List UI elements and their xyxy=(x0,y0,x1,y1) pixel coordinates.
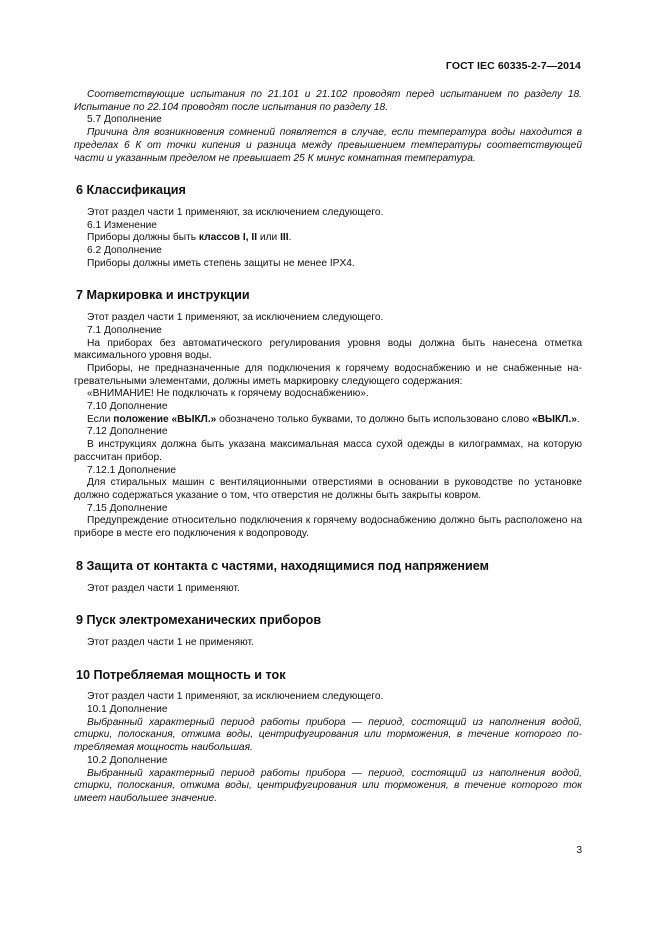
bold-term: положение «ВЫКЛ.» xyxy=(113,413,217,425)
intro-block xyxy=(74,89,582,165)
intro-paragraph-1: Соответствующие испытания по 21.101 и 21.102 проводят перед испытанием по разделу 18. Испытание по 22.104 проводят после испытания по разделу 18. xyxy=(74,89,582,113)
section-6-text-2 xyxy=(74,232,582,245)
section-7-warning: «ВНИМАНИЕ! Не подключать к горячему водоснабжению». xyxy=(87,388,369,400)
section-8 xyxy=(74,560,582,595)
section-7-text-1: Этот раздел части 1 применяют, за исключением следующего. xyxy=(87,312,384,324)
section-7 xyxy=(74,289,582,540)
section-10-text-2: Выбранный характерный период работы прибора — период, состоящий из наполнения водой, стирки, полоскания, отжима воды, центрифугирования или торможения, в течение которого потребляемая мощность наибольшая. xyxy=(74,716,582,754)
section-9-text-1: Этот раздел части 1 не применяют. xyxy=(87,636,254,648)
clause-6-2: 6.2 Дополнение xyxy=(87,245,162,257)
document-body xyxy=(74,89,582,806)
section-7-text-7: Предупреждение относительно подключения к горячему водоснабжению должно быть расположено на приборе в месте его подключения к водопроводу. xyxy=(74,515,582,540)
section-7-text-5: В инструкциях должна быть указана максимальная масса сухой одежды в килограммах, на которую рассчитан прибор. xyxy=(74,439,582,463)
text-run: Если xyxy=(87,413,114,425)
section-7-title: 7 Маркировка и инструкции xyxy=(76,288,250,303)
section-10-text-3: Выбранный характерный период работы прибора — период, состоящий из наполнения водой, стирки, полоскания, отжима воды, центрифугирования или торможения, в течение которого ток имеет наибольшее значение. xyxy=(74,767,582,804)
section-7-text-2: На приборах без автоматического регулирования уровня воды должна быть нанесена отметка максимального уровня воды. xyxy=(74,337,582,362)
text-run: . xyxy=(288,232,292,244)
section-7-text-3: Приборы, не предназначенные для подключения к горячему водоснабжению и не снабженные нагревательными элементами, должны иметь маркировку следующего содержания: xyxy=(74,362,582,387)
clause-7-10: 7.10 Дополнение xyxy=(87,401,168,413)
clause-10-1: 10.1 Дополнение xyxy=(87,704,168,716)
section-6 xyxy=(74,184,582,270)
text-run: . xyxy=(576,413,580,425)
section-8-title: 8 Защита от контакта с частями, находящимися под напряжением xyxy=(76,558,489,573)
section-10 xyxy=(74,669,582,806)
clause-6-1: 6.1 Изменение xyxy=(87,219,157,231)
clause-7-15: 7.15 Дополнение xyxy=(87,502,168,514)
bold-term: III xyxy=(280,232,289,244)
section-7-text-4 xyxy=(74,414,582,427)
bold-term: «ВЫКЛ.» xyxy=(532,413,577,425)
section-9 xyxy=(74,614,582,649)
text-run: или xyxy=(257,232,281,244)
section-6-title: 6 Классификация xyxy=(76,183,186,198)
section-10-title: 10 Потребляемая мощность и ток xyxy=(76,667,286,682)
standard-header: ГОСТ IEC 60335-2-7—2014 xyxy=(445,60,581,72)
bold-term: классов I, II xyxy=(198,232,258,244)
section-6-text-1: Этот раздел части 1 применяют, за исключением следующего. xyxy=(87,206,384,218)
section-10-text-1: Этот раздел части 1 применяют, за исключением следующего. xyxy=(87,691,384,703)
text-run: Приборы должны быть xyxy=(87,232,199,244)
page-number: 3 xyxy=(576,845,582,856)
clause-7-12: 7.12 Дополнение xyxy=(87,426,168,438)
text-run: обозначено только буквами, то должно быть использовано слово xyxy=(216,413,533,425)
section-8-text-1: Этот раздел части 1 применяют. xyxy=(87,582,240,594)
clause-7-12-1: 7.12.1 Дополнение xyxy=(87,464,177,476)
section-7-text-6: Для стиральных машин с вентиляционными отверстиями в основании в руководстве по установке должно содержаться указание о том, что отверстия не должны быть закрыты ковром. xyxy=(74,477,582,501)
section-6-text-3: Приборы должны иметь степень защиты не менее IPX4. xyxy=(87,257,355,269)
intro-clause-5-7: 5.7 Дополнение xyxy=(87,114,162,126)
intro-paragraph-2: Причина для возникновения сомнений появляется в случае, если температура воды находится в пределах 6 К от точки кипения и разница между превышением температуры соответствующей части и указанным пределом не превышает 25 К минус комнатная температура. xyxy=(74,127,582,164)
section-9-title: 9 Пуск электромеханических приборов xyxy=(76,613,322,628)
clause-7-1: 7.1 Дополнение xyxy=(87,324,162,336)
clause-10-2: 10.2 Дополнение xyxy=(87,754,168,766)
